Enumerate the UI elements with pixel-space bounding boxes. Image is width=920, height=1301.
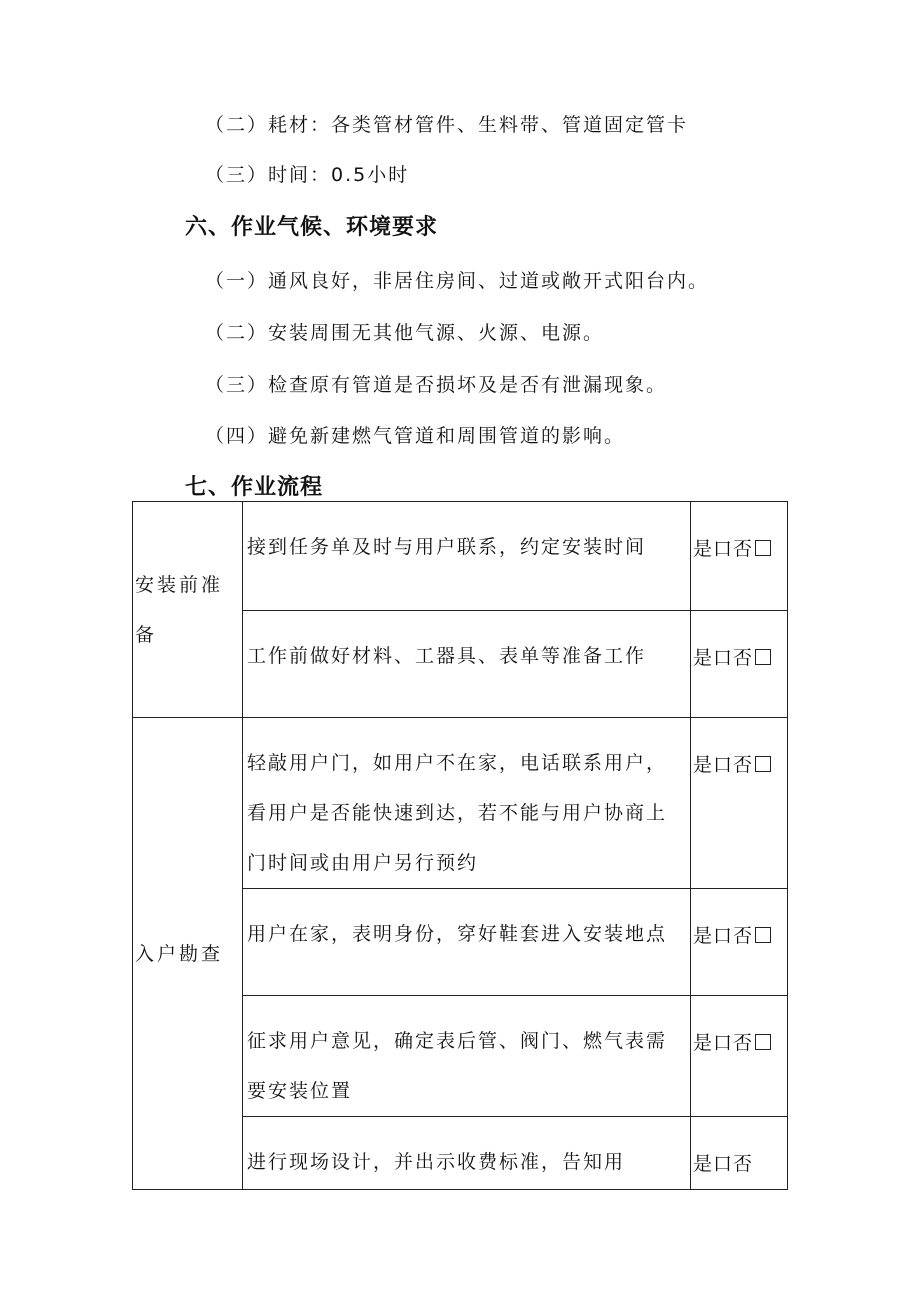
checkbox[interactable] bbox=[755, 756, 771, 772]
checkbox[interactable] bbox=[755, 927, 771, 943]
time-line: （三）时间：0.5小时 bbox=[205, 164, 410, 186]
step-cell: 接到任务单及时与用户联系，约定安装时间 bbox=[243, 502, 691, 611]
step-cell: 用户在家，表明身份，穿好鞋套进入安装地点 bbox=[243, 889, 691, 996]
check-cell[interactable] bbox=[691, 611, 788, 718]
climate-item: （四）避免新建燃气管道和周围管道的影响。 bbox=[205, 425, 626, 447]
stage-cell: 入户勘查 bbox=[133, 718, 243, 1190]
climate-heading: 六、作业气候、环境要求 bbox=[185, 215, 439, 240]
table-row bbox=[133, 502, 788, 611]
step-cell: 进行现场设计，并出示收费标准，告知用 bbox=[243, 1117, 691, 1190]
yes-no-label: 是口否 bbox=[693, 647, 754, 669]
stage-cell: 安装前准备 bbox=[133, 502, 243, 718]
flow-heading: 七、作业流程 bbox=[185, 475, 324, 500]
checkbox[interactable] bbox=[755, 540, 771, 556]
climate-item: （一）通风良好，非居住房间、过道或敞开式阳台内。 bbox=[205, 270, 710, 292]
step-cell: 工作前做好材料、工器具、表单等准备工作 bbox=[243, 611, 691, 718]
step-cell: 征求用户意见，确定表后管、阀门、燃气表需要安装位置 bbox=[243, 996, 691, 1117]
yes-no-label: 是口否 bbox=[693, 925, 754, 947]
workflow-table bbox=[132, 501, 788, 1190]
yes-no-label: 是口否 bbox=[693, 538, 754, 560]
check-cell[interactable] bbox=[691, 1117, 788, 1190]
climate-item: （三）检查原有管道是否损坏及是否有泄漏现象。 bbox=[205, 374, 668, 396]
yes-no-label: 是口否 bbox=[693, 754, 754, 776]
check-cell[interactable] bbox=[691, 889, 788, 996]
climate-item: （二）安装周围无其他气源、火源、电源。 bbox=[205, 322, 605, 344]
consumables-line: （二）耗材：各类管材管件、生料带、管道固定管卡 bbox=[205, 114, 689, 136]
checkbox[interactable] bbox=[755, 649, 771, 665]
checkbox[interactable] bbox=[755, 1034, 771, 1050]
check-cell[interactable] bbox=[691, 718, 788, 889]
table-row bbox=[133, 718, 788, 889]
yes-no-label: 是口否 bbox=[693, 1032, 754, 1054]
yes-no-label: 是口否 bbox=[693, 1153, 754, 1175]
check-cell[interactable] bbox=[691, 502, 788, 611]
check-cell[interactable] bbox=[691, 996, 788, 1117]
step-cell: 轻敲用户门，如用户不在家，电话联系用户，看用户是否能快速到达，若不能与用户协商上门时间或由用户另行预约 bbox=[243, 718, 691, 889]
